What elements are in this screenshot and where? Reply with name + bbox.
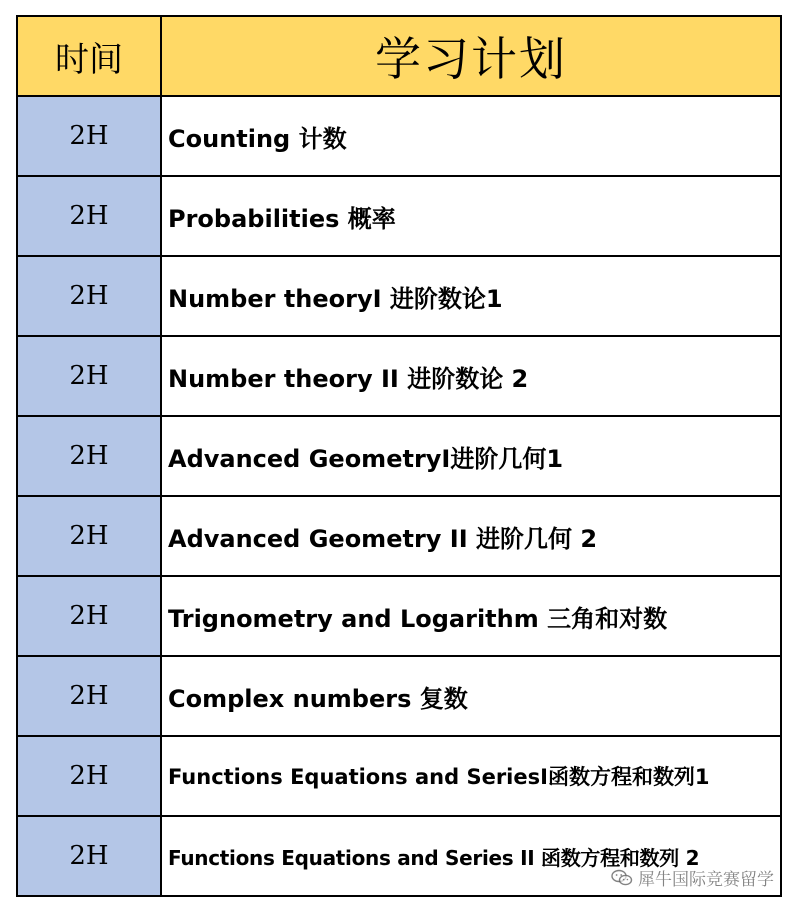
table-row [17,816,781,896]
time-cell: 2H [17,96,161,176]
table-row [17,256,781,336]
table-row [17,576,781,656]
time-cell: 2H [17,416,161,496]
table-row [17,336,781,416]
plan-cell: Probabilities 概率 [161,176,781,256]
table-row [17,736,781,816]
table-row [17,496,781,576]
time-cell: 2H [17,736,161,816]
header-row [17,16,781,96]
plan-cell: Number theoryI 进阶数论1 [161,256,781,336]
table-body [17,96,781,896]
plan-cell: Number theory II 进阶数论 2 [161,336,781,416]
table-row [17,656,781,736]
plan-cell: Functions Equations and Series II 函数方程和数列 2 [161,816,781,896]
table-row [17,176,781,256]
table-row [17,96,781,176]
header-plan: 学习计划 [161,16,781,96]
plan-cell: Trignometry and Logarithm 三角和对数 [161,576,781,656]
header-time: 时间 [17,16,161,96]
study-plan-table [16,15,782,897]
time-cell: 2H [17,176,161,256]
plan-cell: Functions Equations and SeriesI函数方程和数列1 [161,736,781,816]
time-cell: 2H [17,496,161,576]
table-header [17,16,781,96]
watermark-text: 犀牛国际竞赛留学 [638,870,774,890]
time-cell: 2H [17,336,161,416]
plan-cell: Complex numbers 复数 [161,656,781,736]
table-row [17,416,781,496]
plan-cell: Advanced Geometry II 进阶几何 2 [161,496,781,576]
time-cell: 2H [17,576,161,656]
plan-cell: Advanced GeometryI进阶几何1 [161,416,781,496]
time-cell: 2H [17,816,161,896]
plan-cell: Counting 计数 [161,96,781,176]
time-cell: 2H [17,256,161,336]
time-cell: 2H [17,656,161,736]
